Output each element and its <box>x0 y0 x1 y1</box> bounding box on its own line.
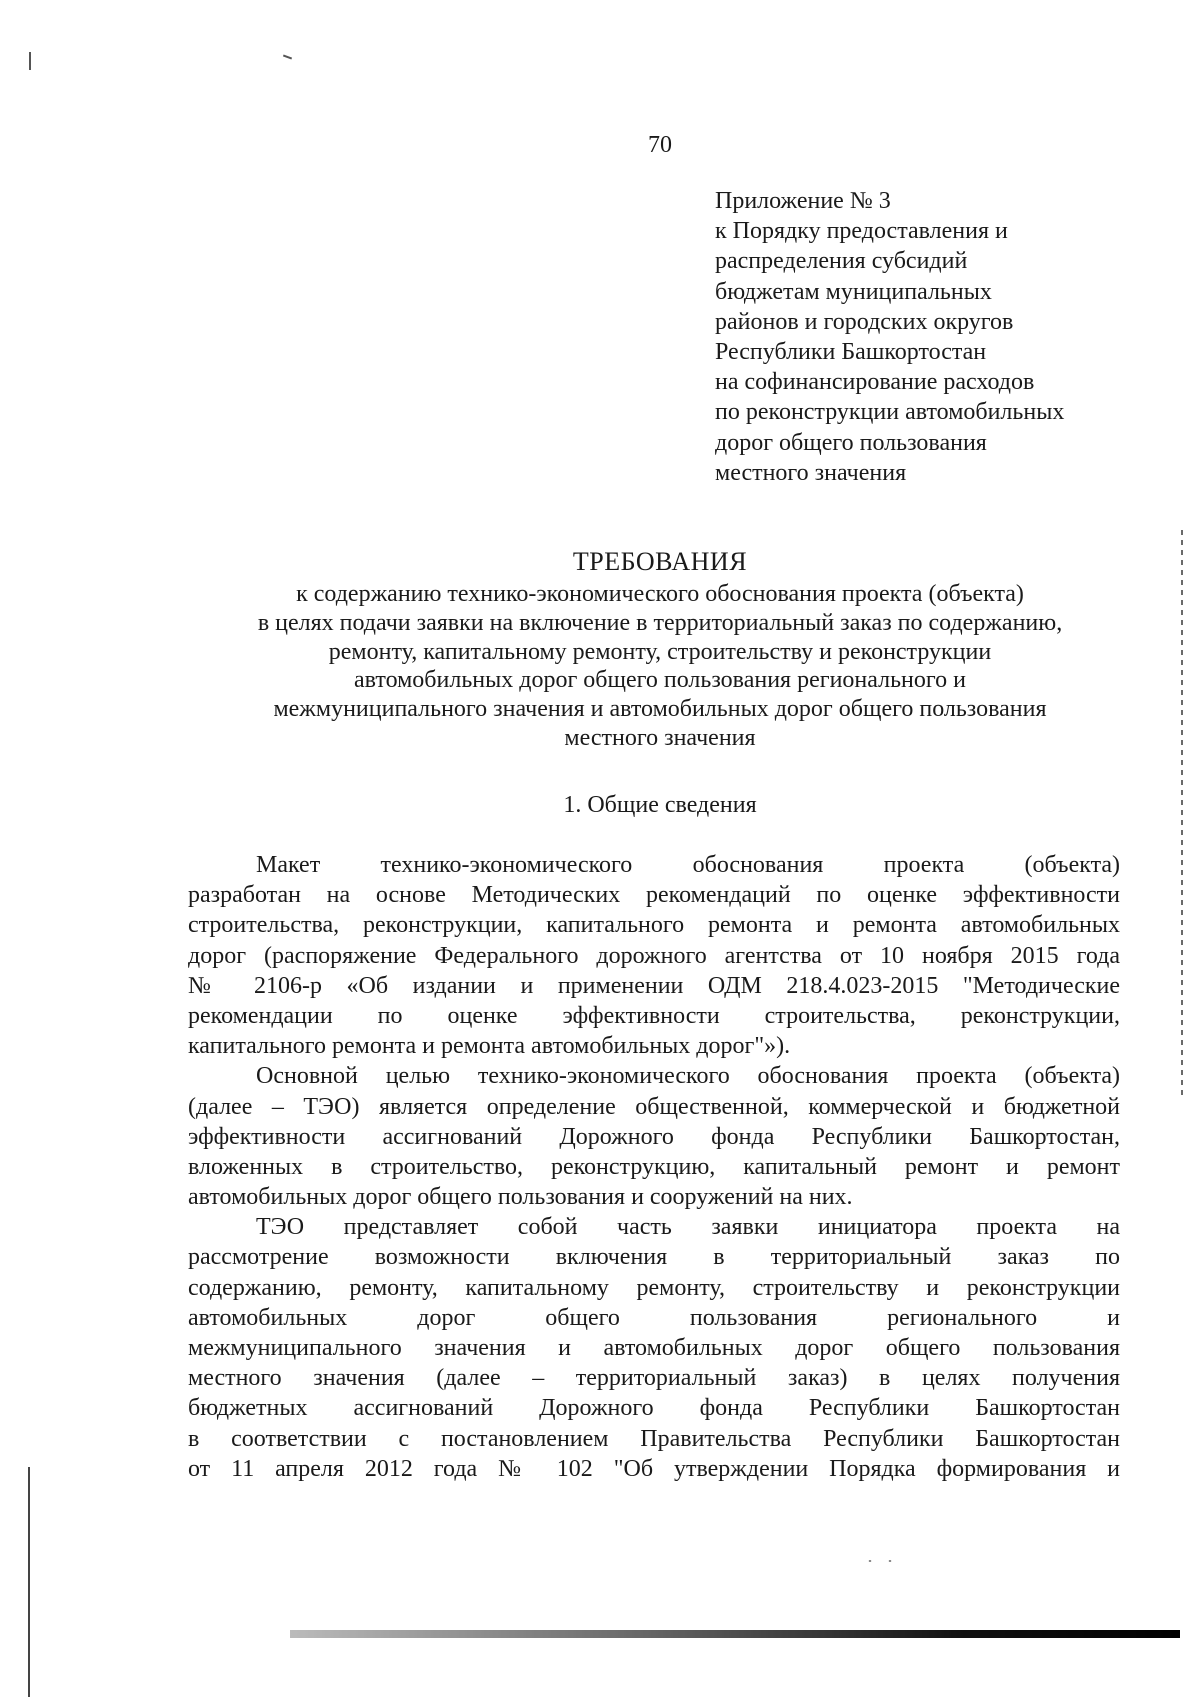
appendix-line: Республики Башкортостан <box>715 339 987 366</box>
paragraph-line: вложенных в строительство, реконструкцию, капитальный ремонт и ремонт <box>188 1153 1120 1180</box>
paragraph-line: автомобильных дорог общего пользования и сооружений на них. <box>188 1184 853 1211</box>
paragraph-line: строительства, реконструкции, капитального ремонта и ремонта автомобильных <box>188 912 1120 939</box>
paragraph-line: разработан на основе Методических рекомендаций по оценке эффективности <box>188 882 1120 909</box>
paragraph-line: автомобильных дорог общего пользования регионального и <box>188 1304 1120 1331</box>
scan-artifact-dots <box>860 1560 900 1562</box>
body-text <box>188 850 1120 1484</box>
appendix-line: местного значения <box>715 459 907 486</box>
subtitle-line: автомобильных дорог общего пользования регионального и <box>354 667 966 694</box>
appendix-line: к Порядку предоставления и <box>715 218 1008 245</box>
paragraph-line: Макет технико-экономического обоснования проекта (объекта) <box>256 852 1120 878</box>
paragraph-line: дорог (распоряжение Федерального дорожного агентства от 10 ноября 2015 года <box>188 942 1120 969</box>
paragraph-line: содержанию, ремонту, капитальному ремонту, строительству и реконструкции <box>188 1274 1120 1301</box>
paragraph-line: бюджетных ассигнований Дорожного фонда Республики Башкортостан <box>188 1395 1120 1422</box>
document-title: ТРЕБОВАНИЯ <box>572 547 748 576</box>
appendix-line: на софинансирование расходов <box>715 369 1035 396</box>
paragraph <box>188 1061 1120 1212</box>
appendix-line: районов и городских округов <box>715 308 1014 335</box>
appendix-line: Приложение № 3 <box>715 188 891 214</box>
subtitle-line: ремонту, капитальному ремонту, строительству и реконструкции <box>328 638 992 665</box>
paragraph-line: в соответствии с постановлением Правительства Республики Башкортостан <box>188 1425 1120 1452</box>
paragraph-line: от 11 апреля 2012 года № 102 "Об утверждении Порядка формирования и <box>188 1455 1120 1482</box>
paragraph-line: Основной целью технико-экономического обоснования проекта (объекта) <box>256 1063 1120 1090</box>
paragraph-line: (далее – ТЭО) является определение общественной, коммерческой и бюджетной <box>188 1093 1120 1120</box>
paragraph-line: капитального ремонта и ремонта автомобильных дорог"»). <box>188 1033 791 1060</box>
appendix-block <box>715 186 1135 488</box>
appendix-line: дорог общего пользования <box>715 429 987 456</box>
paragraph-line: ТЭО представляет собой часть заявки инициатора проекта на <box>256 1214 1120 1241</box>
paragraph-line: местного значения (далее – территориальный заказ) в целях получения <box>188 1365 1120 1392</box>
paragraph-line: рекомендации по оценке эффективности строительства, реконструкции, <box>188 1002 1120 1029</box>
document-subtitle <box>180 580 1140 753</box>
subtitle-line: местного значения <box>564 724 756 751</box>
paragraph <box>188 850 1120 1061</box>
appendix-line: распределения субсидий <box>715 248 968 275</box>
scan-artifact-left-edge <box>28 1467 30 1697</box>
subtitle-line: в целях подачи заявки на включение в территориальный заказ по содержанию, <box>257 609 1063 636</box>
scan-artifact-bottom-bar <box>290 1630 1180 1638</box>
scan-artifact-mark <box>29 52 31 70</box>
appendix-line: бюджетам муниципальных <box>715 278 992 305</box>
scan-artifact-dash <box>283 55 292 60</box>
subtitle-line: к содержанию технико-экономического обоснования проекта (объекта) <box>296 581 1024 607</box>
paragraph-line: эффективности ассигнований Дорожного фонда Республики Башкортостан, <box>188 1123 1120 1150</box>
paragraph-line: № 2106-р «Об издании и применении ОДМ 218.4.023-2015 "Методические <box>188 972 1120 999</box>
subtitle-line: межмуниципального значения и автомобильных дорог общего пользования <box>273 696 1047 723</box>
paragraph <box>188 1212 1120 1484</box>
paragraph-line: межмуниципального значения и автомобильных дорог общего пользования <box>188 1335 1120 1361</box>
section-heading: 1. Общие сведения <box>563 792 757 818</box>
paragraph-line: рассмотрение возможности включения в территориальный заказ по <box>188 1244 1120 1271</box>
page-number: 70 <box>648 132 672 158</box>
appendix-line: по реконструкции автомобильных <box>715 399 1065 426</box>
